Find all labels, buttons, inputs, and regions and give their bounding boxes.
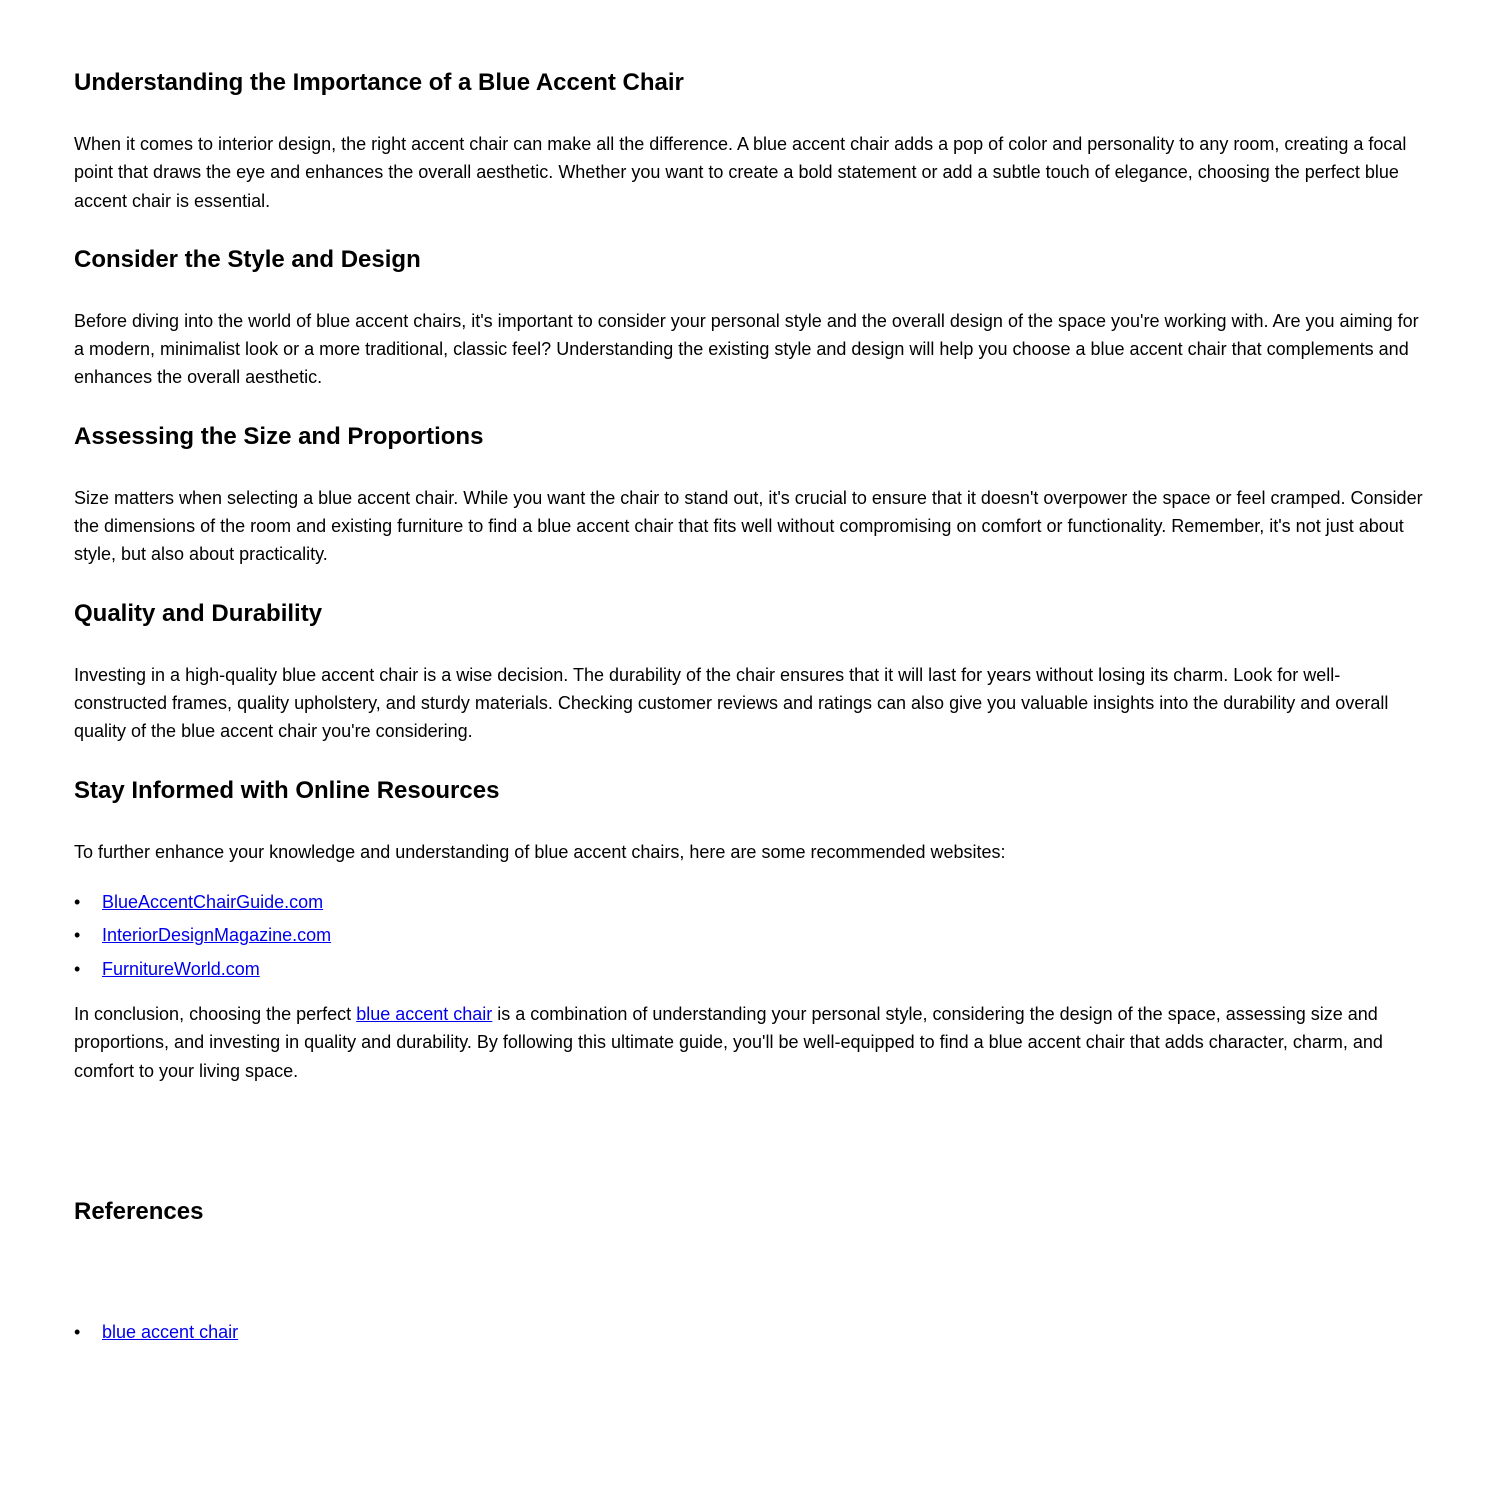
section-heading-importance: Understanding the Importance of a Blue Accent Chair (74, 69, 684, 96)
section-body-quality-durability: Investing in a high-quality blue accent chair is a wise decision. The durability of the chair ensures that it will last for years without losing its charm. Look for well-constructed frames, quality upholstery, and sturdy materials. Checking customer reviews and ratings can also give you valuable insights into the durability and overall quality of the blue accent chair you're considering. (74, 664, 1389, 742)
section-body-online-resources: To further enhance your knowledge and understanding of blue accent chairs, here are some recommended websites: (74, 841, 1006, 862)
list-item (74, 892, 1426, 913)
list-item (74, 925, 1426, 946)
references-list (74, 1322, 1426, 1343)
conclusion-paragraph (74, 1000, 1426, 1085)
conclusion-inline-link[interactable]: blue accent chair (356, 1004, 493, 1025)
resource-link-furnitureworld[interactable]: FurnitureWorld.com (102, 959, 260, 980)
section-body-size-proportions: Size matters when selecting a blue accent chair. While you want the chair to stand out, it's crucial to ensure that it doesn't overpower the space or feel cramped. Consider the dimensions of the room and existing furniture to find a blue accent chair that fits well without compromising on comfort or functionality. Remember, it's not just about style, but also about practicality. (74, 487, 1423, 565)
section-body-style-design: Before diving into the world of blue accent chairs, it's important to consider your personal style and the overall design of the space you're working with. Are you aiming for a modern, minimalist look or a more traditional, classic feel? Understanding the existing style and design will help you choose a blue accent chair that complements and enhances the overall aesthetic. (74, 310, 1419, 388)
references-heading: References (74, 1197, 204, 1225)
conclusion-text-start: In conclusion, choosing the perfect (74, 1004, 357, 1025)
section-body-importance: When it comes to interior design, the right accent chair can make all the difference. A blue accent chair adds a pop of color and personality to any room, creating a focal point that draws the eye and enhances the overall aesthetic. Whether you want to create a bold statement or add a subtle touch of elegance, choosing the perfect blue accent chair is essential. (74, 134, 1407, 211)
section-heading-style-design: Consider the Style and Design (74, 245, 421, 273)
list-item (74, 1322, 1426, 1343)
resource-link-list (74, 892, 1426, 980)
resource-link-blueaccentchairguide[interactable]: BlueAccentChairGuide.com (102, 891, 324, 912)
reference-link-blue-accent-chair[interactable]: blue accent chair (102, 1321, 239, 1342)
resource-link-interiordesignmagazine[interactable]: InteriorDesignMagazine.com (102, 925, 332, 946)
list-item (74, 959, 1426, 980)
conclusion-text-end: is a combination of understanding your personal style, considering the design of the space, assessing size and proportions, and investing in quality and durability. By following this ultimate guide, you'll be well-equipped to find a blue accent chair that adds character, charm, and comfort to your living space. (74, 1004, 1383, 1081)
section-heading-size-proportions: Assessing the Size and Proportions (74, 422, 484, 450)
section-heading-online-resources: Stay Informed with Online Resources (74, 776, 500, 804)
section-heading-quality-durability: Quality and Durability (74, 599, 323, 627)
